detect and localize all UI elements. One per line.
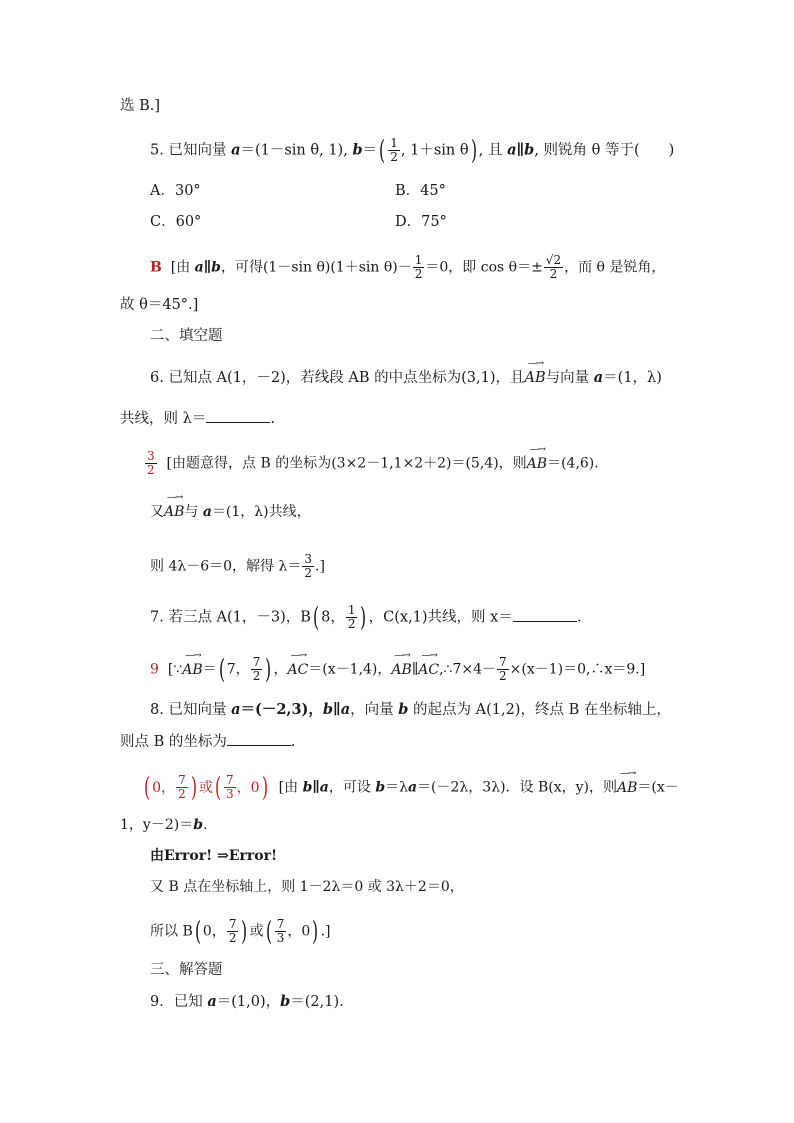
prev-answer-tail: 选 B.] xyxy=(120,98,161,114)
q6-answer: $\frac{3}{2}$ [由题意得，点 B 的坐标为(3×2－1,1×2＋2)＝(5,4)，则 —→ AB＝(4,6). xyxy=(147,443,599,477)
answer-label: B xyxy=(150,259,162,276)
answer-label: 9 xyxy=(150,661,159,678)
q8-answer: ( 0， $\frac{7}{2}$ ) 或( $\frac{7}{3}$ ，0) [由 b∥a，可设 b＝λa＝(－2λ，3λ)．设 B(x，y)，则 —→ AB＝(x－ xyxy=(142,774,679,801)
answer-label: ( 0， $\frac{7}{2}$ ) 或( $\frac{7}{3}$ ，0) xyxy=(144,772,268,803)
q5-option-b: B．45° xyxy=(395,183,446,199)
section-title-solve: 三、解答题 xyxy=(150,962,223,978)
q9-stem: 9．已知 a＝(1,0)，b＝(2,1). xyxy=(150,993,344,1010)
q5-frac: $\frac{1}{2}$ xyxy=(390,136,398,164)
q8-stem: 8. 已知向量 a＝(－2,3)，b∥a，向量 b 的起点为 A(1,2)，终点 B 在坐标轴上， xyxy=(150,701,671,718)
answer-label: $\frac{3}{2}$ xyxy=(147,449,155,477)
q5-option-a: A．30° xyxy=(150,183,201,199)
q5-option-c: C．60° xyxy=(150,214,202,230)
q8-answer-line5: 所以 B( 0， $\frac{7}{2}$ ) 或( $\frac{7}{3}$ ，0) .] xyxy=(150,916,331,947)
q5-option-d: D．75° xyxy=(395,214,447,230)
q5-answer: B [由 a∥b，可得(1－sin θ)(1＋sin θ)－ $\frac{1}{2}$ ＝0，即 cos θ＝± $\frac{√2}{2}$ ，而 θ 是锐角， xyxy=(150,253,666,281)
q5-stem: 5. 已知向量 a＝(1－sin θ, 1), b＝( $\frac{1}{2}$ , 1＋sin θ) , 且 a∥b, 则锐角 θ 等于( ) xyxy=(150,135,675,166)
answer-blank[interactable] xyxy=(206,408,270,423)
answer-blank[interactable] xyxy=(227,731,291,746)
q8-error-line: 由Error! ⇒Error! xyxy=(150,848,278,864)
q8-answer-line4: 又 B 点在坐标轴上，则 1－2λ＝0 或 3λ＋2＝0， xyxy=(150,879,464,895)
q7-answer: 9 [∵ —→ AB＝( 7， $\frac{7}{2}$ ) ， —→ AC＝(x－1,4)， —→ AB∥ —→ AC,∴7×4－ $\frac{7}{2}$ ×(x－1)＝0,∴x＝9.] xyxy=(150,649,646,685)
q5-answer-line2: 故 θ＝45°.] xyxy=(120,297,199,313)
q6-answer-line3: 则 4λ－6＝0，解得 λ＝ $\frac{3}{2}$ .] xyxy=(150,552,325,580)
q6-stem: 6. 已知点 A(1，－2)，若线段 AB 的中点坐标为(3,1)，且 —→ AB与向量 a＝(1，λ) xyxy=(150,358,662,386)
q8-stem-line2: 则点 B 的坐标为 . xyxy=(120,731,295,752)
section-title-fill-blank: 二、填空题 xyxy=(150,328,223,344)
q7-stem: 7. 若三点 A(1，－3)，B( 8， $\frac{1}{2}$ ) ，C(x,1)共线，则 x＝ . xyxy=(150,602,582,633)
q6-stem-line2: 共线，则 λ＝ . xyxy=(120,408,275,429)
answer-blank[interactable] xyxy=(513,607,577,622)
q8-answer-line2: 1，y－2)＝b. xyxy=(120,817,208,833)
q6-answer-line2: 又 —→ AB与 a＝(1，λ)共线， xyxy=(150,492,311,520)
